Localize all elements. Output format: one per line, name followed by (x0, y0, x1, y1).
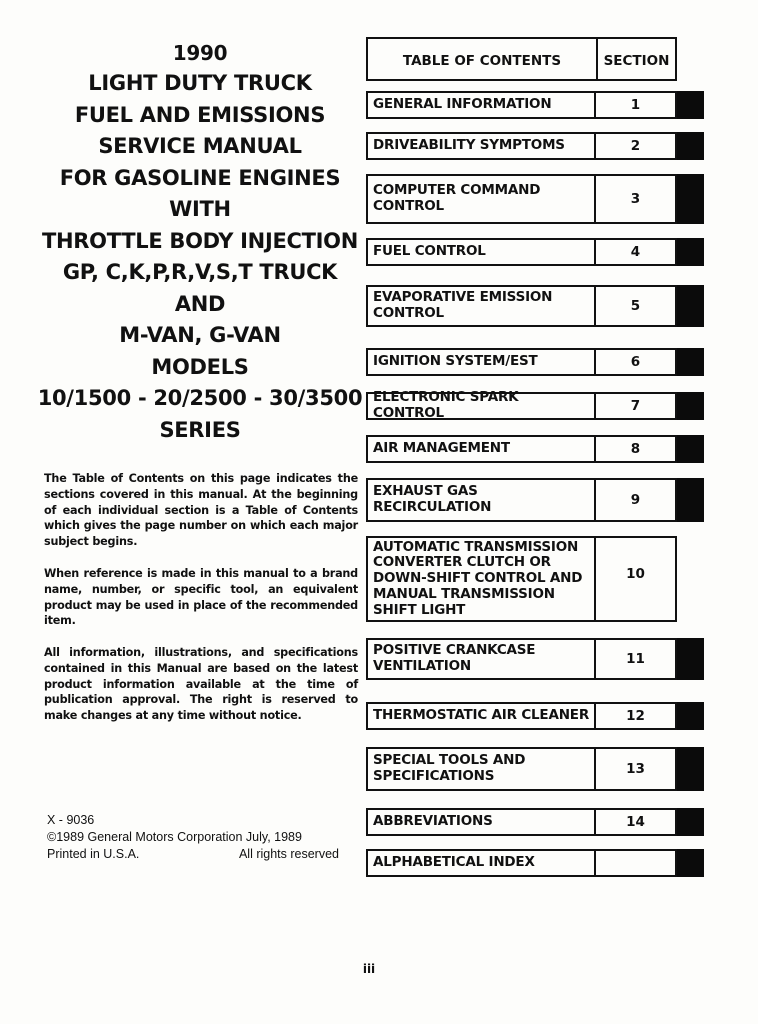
page-number: iii (362, 962, 376, 976)
title-line: SERIES (159, 417, 241, 442)
toc-item-section: 3 (630, 191, 641, 207)
toc-item-alphabetical-index[interactable] (366, 849, 677, 877)
title-line: SERVICE MANUAL (98, 134, 302, 158)
toc-item-label: SPECIAL TOOLS AND SPECIFICATIONS (368, 749, 596, 789)
intro-paragraph-brand-names: When reference is made in this manual to a brand name, number, or specific tool, an equivalent product may be used in place of the recommended item. (44, 567, 358, 628)
toc-item-electronic-spark-control[interactable] (366, 389, 677, 421)
toc-item-thermostatic-air-cleaner[interactable] (366, 702, 677, 730)
title-line: GP, C,K,P,R,V,S,T TRUCK (62, 260, 338, 284)
toc-item-section: 8 (630, 441, 641, 457)
toc-item-exhaust-gas-recirculation[interactable] (366, 478, 677, 522)
toc-item-label: ELECTRONIC SPARK CONTROL (368, 394, 596, 418)
intro-paragraph-disclaimer: All information, illustrations, and specifications contained in this Manual are based on the latest product information available at the time of publication approval. The right is reserved to make changes at any time without notice. (44, 646, 358, 723)
toc-item-ignition-system-est[interactable] (366, 348, 677, 376)
toc-item-section: 11 (626, 651, 645, 667)
toc-header-title: TABLE OF CONTENTS (368, 39, 598, 79)
toc-item-section: 14 (626, 814, 645, 830)
publication-info (47, 812, 339, 863)
toc-item-section (596, 851, 675, 875)
toc-item-label: ABBREVIATIONS (368, 810, 596, 834)
toc-item-section: 6 (630, 354, 641, 370)
section-tab-marker (677, 435, 704, 463)
section-tab-marker (677, 91, 704, 119)
toc-item-label: EXHAUST GAS RECIRCULATION (368, 480, 596, 520)
title-line: WITH (169, 197, 231, 221)
toc-item-section: 10 (626, 566, 645, 582)
section-tab-marker (677, 747, 704, 791)
toc-item-air-management[interactable] (366, 435, 677, 463)
toc-item-section: 7 (630, 398, 641, 414)
toc-item-abbreviations[interactable] (366, 808, 677, 836)
title-line: 10/1500 - 20/2500 - 30/3500 (37, 386, 363, 410)
section-tab-blank (677, 538, 704, 622)
publication-code: X - 9036 (47, 813, 95, 827)
toc-item-section: 9 (630, 492, 641, 508)
toc-item-automatic-transmission[interactable] (366, 536, 677, 622)
manual-title (36, 38, 364, 446)
title-line: MODELS (151, 354, 249, 379)
toc-item-section: 13 (626, 761, 645, 777)
toc-item-positive-crankcase-ventilation[interactable] (366, 638, 677, 680)
title-line: M-VAN, G-VAN (119, 323, 281, 347)
toc-item-special-tools-specifications[interactable] (366, 747, 677, 791)
toc-item-section: 12 (626, 708, 645, 724)
section-tab-marker (677, 808, 704, 836)
toc-item-fuel-control[interactable] (366, 238, 677, 266)
intro-paragraph-contents: The Table of Contents on this page indicates the sections covered in this manual. At the beginning of each individual section is a Table of Contents which gives the page number on which each major subject begins. (44, 472, 358, 549)
section-tab-marker (677, 132, 704, 160)
title-line: FUEL AND EMISSIONS (74, 102, 326, 127)
rights-reserved: All rights reserved (238, 847, 339, 861)
printed-in: Printed in U.S.A. (47, 847, 140, 861)
toc-header (366, 37, 677, 81)
toc-item-label: POSITIVE CRANKCASE VENTILATION (368, 640, 596, 678)
toc-item-driveability-symptoms[interactable] (366, 132, 677, 160)
toc-item-label: AIR MANAGEMENT (368, 437, 596, 461)
title-line: FOR GASOLINE ENGINES (59, 165, 341, 190)
toc-item-section: 1 (630, 97, 641, 113)
toc-item-computer-command-control[interactable] (366, 174, 677, 224)
title-line: THROTTLE BODY INJECTION (42, 228, 358, 253)
section-tab-marker (677, 702, 704, 730)
toc-item-section: 5 (630, 298, 641, 314)
toc-item-label: GENERAL INFORMATION (368, 93, 596, 117)
toc-item-label: AUTOMATIC TRANSMISSION CONVERTER CLUTCH OR DOWN-SHIFT CONTROL AND MANUAL TRANSMISSION SHIFT LIGHT (368, 538, 596, 620)
section-tab-marker (677, 392, 704, 420)
toc-header-section: SECTION (603, 53, 670, 69)
section-tab-marker (677, 238, 704, 266)
section-tab-marker (677, 174, 704, 224)
toc-item-section: 4 (630, 244, 641, 260)
toc-item-label: EVAPORATIVE EMISSION CONTROL (368, 287, 596, 325)
toc-item-general-information[interactable] (366, 91, 677, 119)
section-tab-marker (677, 348, 704, 376)
toc-item-label: IGNITION SYSTEM/EST (368, 350, 596, 374)
toc-item-label: FUEL CONTROL (368, 240, 596, 264)
section-tab-marker (677, 285, 704, 327)
toc-item-label: DRIVEABILITY SYMPTOMS (368, 134, 596, 158)
section-tab-marker (677, 849, 704, 877)
toc-item-label: COMPUTER COMMAND CONTROL (368, 176, 596, 222)
toc-item-label: THERMOSTATIC AIR CLEANER (368, 704, 596, 728)
toc-item-evaporative-emission-control[interactable] (366, 285, 677, 327)
toc-item-label: ALPHABETICAL INDEX (368, 851, 596, 875)
title-year: 1990 (172, 41, 228, 65)
section-tab-marker (677, 478, 704, 522)
section-tab-marker (677, 638, 704, 680)
title-line: AND (174, 291, 226, 316)
copyright-notice: ©1989 General Motors Corporation July, 1989 (47, 830, 302, 844)
title-line: LIGHT DUTY TRUCK (88, 71, 312, 95)
toc-item-section: 2 (630, 138, 641, 154)
